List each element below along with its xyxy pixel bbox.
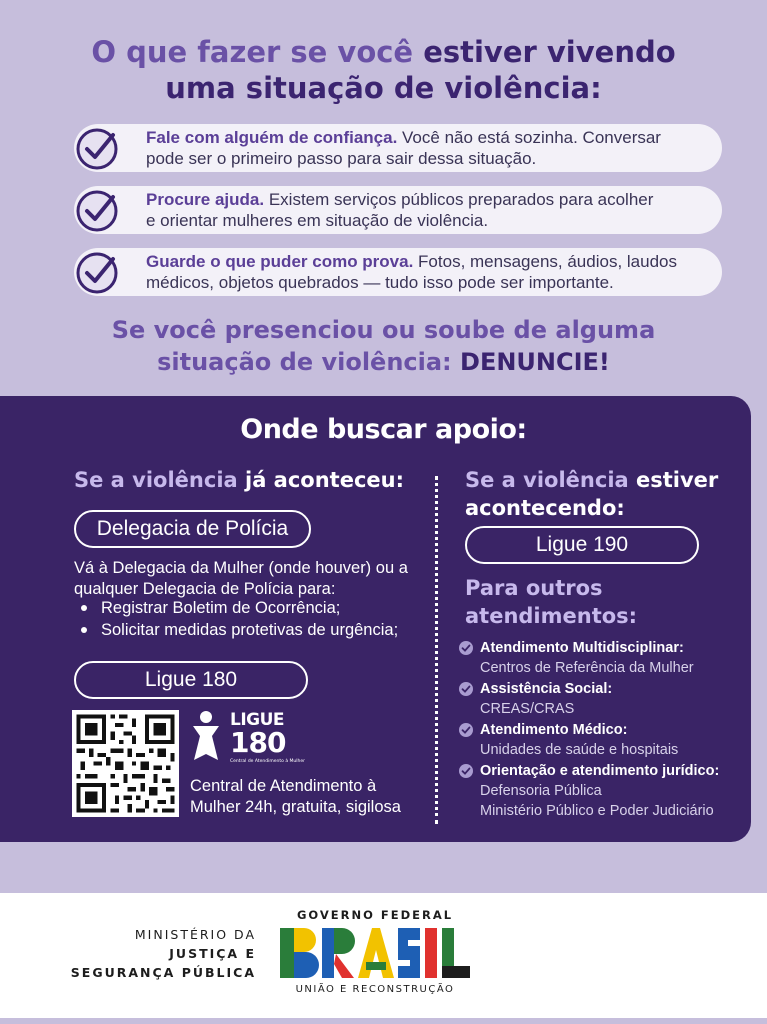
- left-heading-part1: Se a violência: [74, 468, 245, 492]
- denuncie-callout: [0, 314, 767, 378]
- ligue-180-pill: Ligue 180: [74, 661, 308, 699]
- tip-text: [146, 127, 716, 169]
- ministry-line2: JUSTIÇA E: [169, 946, 256, 961]
- other-heading-line1: Para outros: [465, 576, 603, 600]
- delegacia-desc-line2: qualquer Delegacia de Polícia para:: [74, 580, 336, 598]
- checkmark-icon: [73, 125, 121, 173]
- list-item: [458, 638, 748, 678]
- right-heading-part2: estiver: [636, 468, 719, 492]
- ligue-190-pill: Ligue 190: [465, 526, 699, 564]
- checkmark-icon: [73, 249, 121, 297]
- tip-text-line2: médicos, objetos quebrados — tudo isso pode ser importante.: [146, 273, 614, 292]
- tip-text-line2: e orientar mulheres em situação de violência.: [146, 211, 489, 230]
- service-title: Atendimento Médico:: [480, 722, 628, 738]
- panel-title: Onde buscar apoio:: [240, 414, 527, 445]
- qr-code[interactable]: [72, 710, 179, 817]
- central-description: [190, 776, 430, 818]
- service-desc: Defensoria Pública: [480, 783, 602, 799]
- other-services-heading: [465, 574, 745, 630]
- delegacia-pill: Delegacia de Polícia: [74, 510, 311, 548]
- title-line-2: uma situação de violência:: [165, 71, 602, 105]
- ministry-line1: MINISTÉRIO DA: [134, 927, 256, 942]
- tip-title: Fale com alguém de confiança.: [146, 128, 398, 147]
- list-item: [458, 720, 748, 760]
- tip-text-line2: pode ser o primeiro passo para sair dessa situação.: [146, 149, 537, 168]
- denuncie-line1: Se você presenciou ou soube de alguma: [111, 316, 656, 344]
- ministry-logo-text: [60, 925, 256, 982]
- page-title: [0, 34, 767, 106]
- title-part-dark: estiver vivendo: [423, 35, 676, 69]
- left-column-heading: [74, 466, 424, 494]
- list-item: Solicitar medidas protetivas de urgência;: [74, 619, 424, 641]
- tip-item: [74, 248, 722, 296]
- central-line1: Central de Atendimento à: [190, 777, 377, 795]
- delegacia-bullet-list: [74, 597, 424, 641]
- logo-180-number: 180: [230, 726, 286, 759]
- tip-item: [74, 124, 722, 172]
- column-divider: [435, 476, 438, 824]
- logo-caption: Central de Atendimento à Mulher: [230, 759, 305, 764]
- uniao-reconstrucao-label: UNIÃO E RECONSTRUÇÃO: [295, 984, 455, 995]
- checkmark-icon: [73, 187, 121, 235]
- check-badge-icon: [458, 763, 474, 779]
- ligue-180-logo: [190, 708, 305, 768]
- bottom-strip: [0, 1018, 767, 1024]
- logo-ligue-text: LIGUE: [230, 710, 285, 730]
- other-services-list: [458, 638, 748, 822]
- tip-text-rest: Existem serviços públicos preparados para acolher: [264, 190, 654, 209]
- delegacia-desc-line1: Vá à Delegacia da Mulher (onde houver) ou a: [74, 559, 408, 577]
- tip-text-rest: Você não está sozinha. Conversar: [397, 128, 661, 147]
- check-badge-icon: [458, 681, 474, 697]
- denuncie-emphasis: DENUNCIE!: [460, 348, 610, 376]
- right-heading-part1: Se a violência: [465, 468, 636, 492]
- service-desc: Unidades de saúde e hospitais: [480, 742, 679, 758]
- left-heading-part2: já aconteceu:: [245, 468, 404, 492]
- denuncie-line2: situação de violência:: [157, 348, 461, 376]
- service-desc: Centros de Referência da Mulher: [480, 660, 694, 676]
- brasil-logo: [280, 928, 470, 978]
- check-badge-icon: [458, 640, 474, 656]
- tip-title: Guarde o que puder como prova.: [146, 252, 414, 271]
- service-title: Atendimento Multidisciplinar:: [480, 640, 684, 656]
- list-item: [458, 761, 748, 821]
- list-item: [458, 679, 748, 719]
- tip-text-rest: Fotos, mensagens, áudios, laudos: [413, 252, 677, 271]
- other-heading-line2: atendimentos:: [465, 604, 638, 628]
- service-desc: Ministério Público e Poder Judiciário: [480, 803, 714, 819]
- service-desc: CREAS/CRAS: [480, 701, 575, 717]
- right-heading-line2: acontecendo:: [465, 496, 625, 520]
- check-badge-icon: [458, 722, 474, 738]
- tip-item: [74, 186, 722, 234]
- delegacia-description: [74, 558, 434, 600]
- service-title: Orientação e atendimento jurídico:: [480, 763, 720, 779]
- list-item: Registrar Boletim de Ocorrência;: [74, 597, 424, 619]
- ministry-line3: SEGURANÇA PÚBLICA: [70, 965, 256, 980]
- tip-text: [146, 251, 716, 293]
- service-title: Assistência Social:: [480, 681, 613, 697]
- tip-text: [146, 189, 716, 231]
- central-line2: Mulher 24h, gratuita, sigilosa: [190, 798, 401, 816]
- title-part-light: O que fazer se você: [91, 35, 424, 69]
- tip-title: Procure ajuda.: [146, 190, 265, 209]
- right-column-heading: [465, 466, 745, 522]
- governo-federal-label: GOVERNO FEDERAL: [296, 908, 454, 922]
